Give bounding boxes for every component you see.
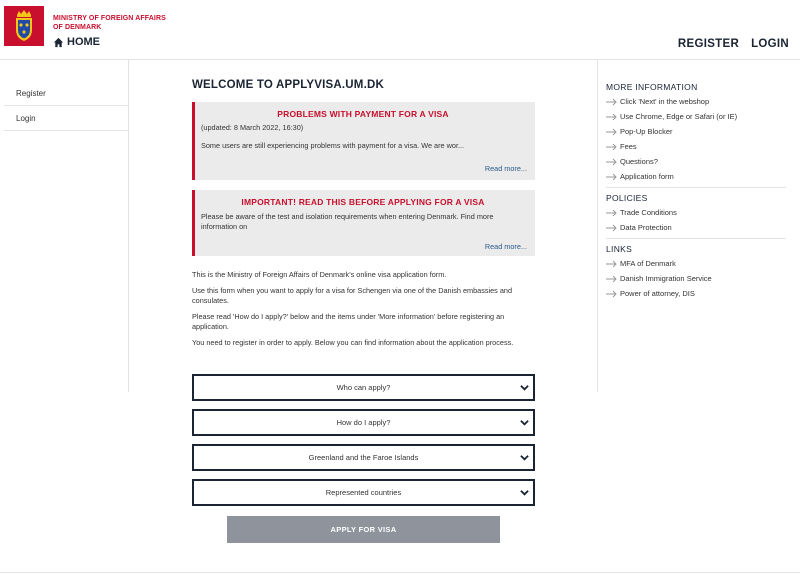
intro-paragraph: Use this form when you want to apply for a visa for Schengen via one of the Danish embassies and consulates. — [192, 286, 513, 305]
section-heading: POLICIES — [606, 193, 648, 203]
sidebar-link-label: MFA of Denmark — [620, 259, 676, 268]
alert-body — [201, 212, 525, 232]
more-information-section — [606, 80, 786, 188]
footer-divider — [0, 572, 800, 573]
accordion-label: Represented countries — [325, 488, 402, 497]
sidebar-link-label: Use Chrome, Edge or Safari (or IE) — [620, 112, 738, 121]
site-header — [0, 0, 800, 60]
sidebar-link[interactable] — [606, 94, 786, 109]
accordion-represented-countries[interactable] — [192, 479, 535, 506]
sidebar-link-label: Application form — [620, 172, 674, 181]
links-section — [606, 242, 786, 304]
page-title: WELCOME TO APPLYVISA.UM.DK — [192, 79, 384, 91]
sidebar-link[interactable] — [606, 286, 786, 301]
ministry-name — [53, 14, 183, 32]
intro-paragraph: Please read 'How do I apply?' below and the items under 'More information' before registering an application. — [192, 312, 505, 331]
apply-for-visa-button[interactable]: APPLY FOR VISA — [227, 516, 500, 543]
alert-updated: (updated: 8 March 2022, 16:30) — [201, 123, 304, 132]
login-link[interactable]: LOGIN — [751, 38, 789, 50]
arrow-right-icon — [606, 275, 618, 283]
sidebar-link-label: Danish Immigration Service — [620, 274, 712, 283]
alert-body — [201, 123, 525, 151]
register-link[interactable]: REGISTER — [677, 38, 740, 50]
arrow-right-icon — [606, 143, 618, 151]
alert-text: Some users are still experiencing problems with payment for a visa. We are wor... — [201, 141, 465, 150]
sidebar-link[interactable] — [606, 256, 786, 271]
sidebar-link-label: Click 'Next' in the webshop — [620, 97, 710, 106]
chevron-down-icon — [520, 418, 529, 427]
section-heading: MORE INFORMATION — [606, 82, 698, 92]
home-icon — [53, 37, 64, 48]
arrow-right-icon — [606, 173, 618, 181]
sidebar-link[interactable] — [606, 271, 786, 286]
arrow-right-icon — [606, 98, 618, 106]
arrow-right-icon — [606, 290, 618, 298]
arrow-right-icon — [606, 158, 618, 166]
intro-paragraph: This is the Ministry of Foreign Affairs of Denmark's online visa application form. — [192, 270, 447, 279]
alert-text: Please be aware of the test and isolation requirements when entering Denmark. Find more information on — [201, 212, 494, 231]
sidebar-link[interactable] — [606, 124, 786, 139]
alert-title: IMPORTANT! READ THIS BEFORE APPLYING FOR A VISA — [241, 197, 485, 207]
home-link-label: HOME — [67, 36, 100, 48]
read-more-link[interactable]: Read more... — [484, 164, 527, 173]
sidebar-link[interactable] — [606, 154, 786, 169]
left-divider — [128, 60, 129, 392]
sidebar-link-label: Questions? — [620, 157, 658, 166]
sidebar-link-label: Power of attorney, DIS — [620, 289, 695, 298]
read-more-link[interactable]: Read more... — [484, 242, 527, 251]
accordion-greenland-faroe[interactable] — [192, 444, 535, 471]
arrow-right-icon — [606, 113, 618, 121]
chevron-down-icon — [520, 453, 529, 462]
sidebar-link-label: Data Protection — [620, 223, 672, 232]
intro-text — [192, 270, 535, 354]
accordion-label: How do I apply? — [336, 418, 391, 427]
top-nav — [678, 38, 789, 50]
sidebar-link[interactable] — [606, 220, 786, 235]
sidebar-link-label: Pop-Up Blocker — [620, 127, 673, 136]
section-heading: LINKS — [606, 244, 633, 254]
sidebar-link-label: Fees — [620, 142, 637, 151]
important-alert — [192, 190, 535, 256]
arrow-right-icon — [606, 128, 618, 136]
sidebar-link[interactable] — [606, 109, 786, 124]
payment-alert — [192, 102, 535, 180]
coat-of-arms-logo[interactable] — [4, 6, 44, 46]
alert-title: PROBLEMS WITH PAYMENT FOR A VISA — [277, 109, 449, 119]
left-nav-register[interactable]: Register — [4, 81, 128, 106]
policies-section — [606, 191, 786, 239]
accordion-who-can-apply[interactable] — [192, 374, 535, 401]
arrow-right-icon — [606, 260, 618, 268]
ministry-name-line2: OF DENMARK — [53, 24, 102, 31]
accordion-how-do-i-apply[interactable] — [192, 409, 535, 436]
left-nav-login[interactable]: Login — [4, 106, 128, 131]
right-sidebar — [606, 80, 786, 307]
arrow-right-icon — [606, 224, 618, 232]
chevron-down-icon — [520, 488, 529, 497]
arrow-right-icon — [606, 209, 618, 217]
left-nav — [4, 81, 128, 131]
accordion-label: Who can apply? — [336, 383, 391, 392]
chevron-down-icon — [520, 383, 529, 392]
home-link[interactable] — [53, 36, 100, 48]
sidebar-link[interactable] — [606, 205, 786, 220]
sidebar-link[interactable] — [606, 169, 786, 184]
sidebar-link[interactable] — [606, 139, 786, 154]
ministry-name-line1: MINISTRY OF FOREIGN AFFAIRS — [53, 15, 166, 22]
sidebar-link-label: Trade Conditions — [620, 208, 677, 217]
intro-paragraph: You need to register in order to apply. Below you can find information about the application process. — [192, 338, 514, 347]
accordion-label: Greenland and the Faroe Islands — [308, 453, 419, 462]
crown-shield-icon — [4, 6, 44, 46]
right-divider — [597, 60, 598, 392]
